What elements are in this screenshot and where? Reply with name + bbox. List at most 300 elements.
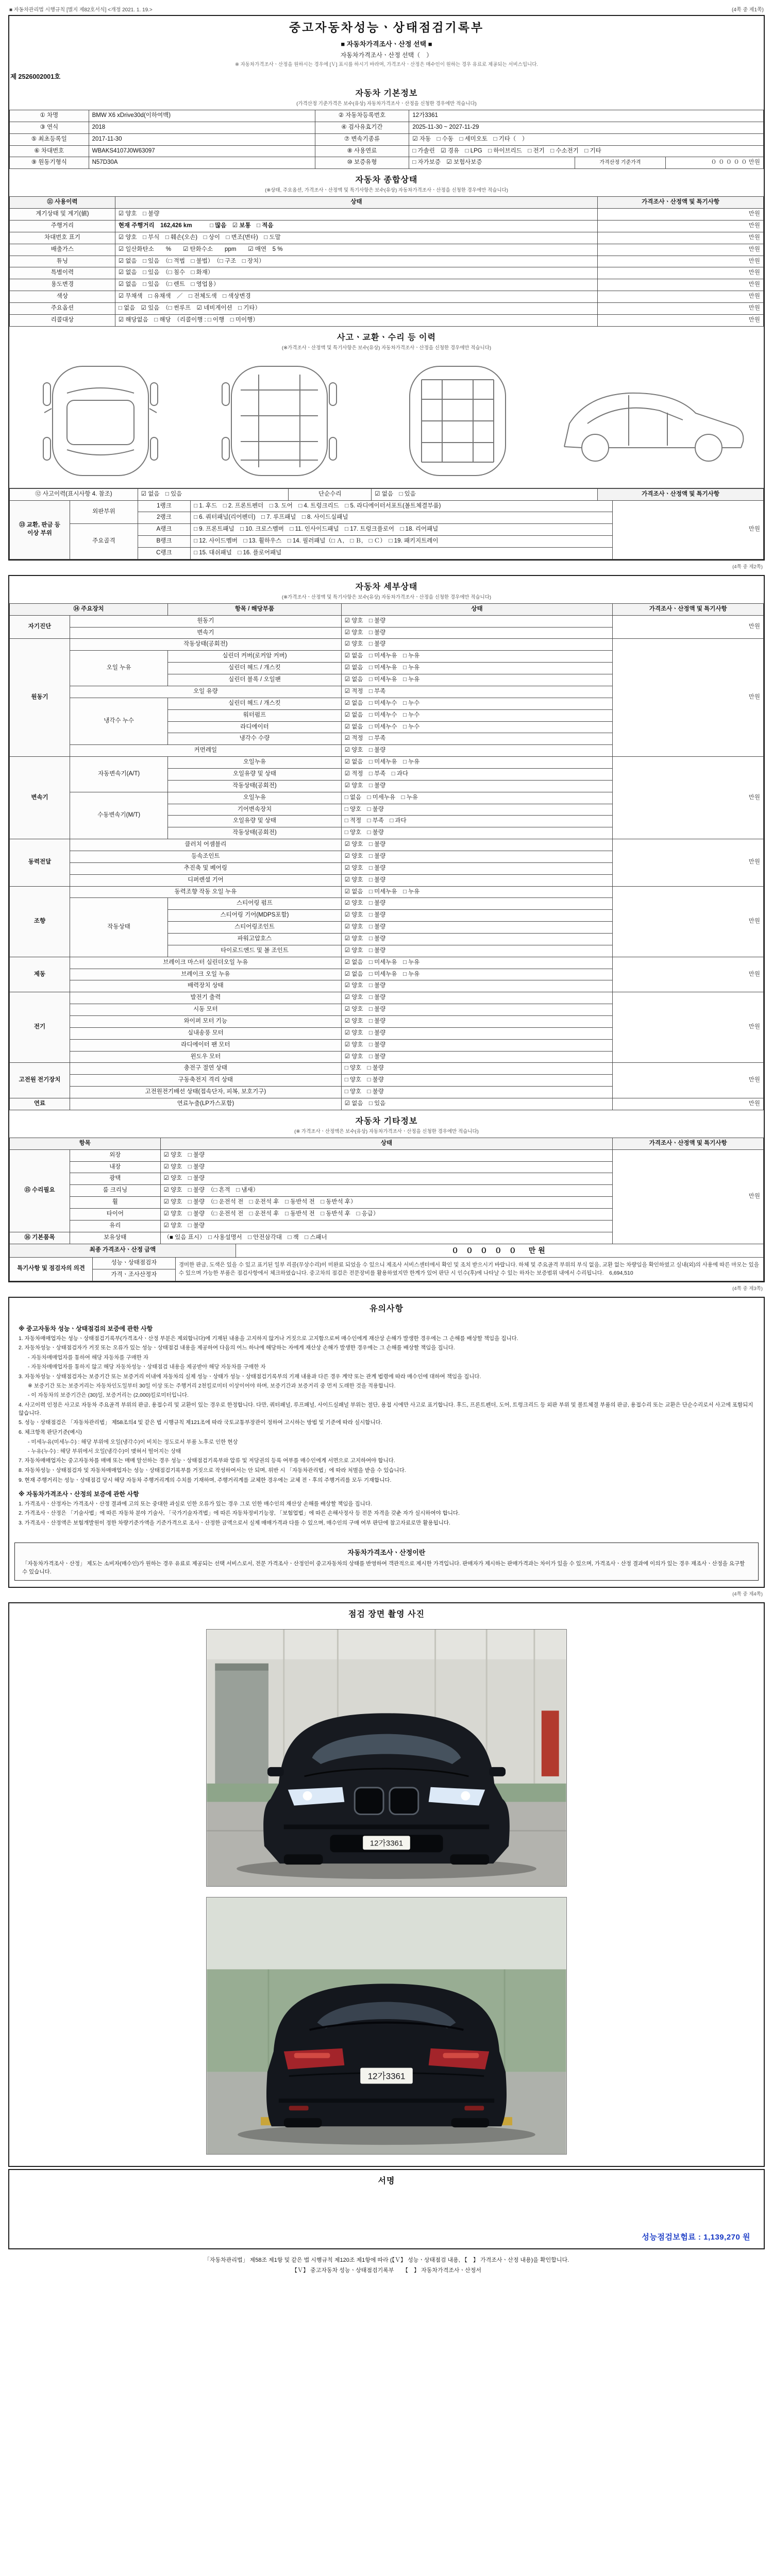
cell: 자기진단 (10, 615, 70, 639)
field-label: 와이퍼 모터 기능 (70, 1015, 342, 1027)
field-label: 작동상태(공회전) (168, 827, 341, 839)
inspection-photo-front (206, 1629, 567, 1887)
premium-value: 1,139,270 원 (703, 2233, 750, 2242)
field-label: 주요골격 (70, 524, 138, 560)
field-label: ④ 검사유효기간 (315, 122, 409, 133)
inspector-notes-table (9, 1257, 764, 1281)
status-checkboxes[interactable]: ☑ 없음 □ 미세누유 □ 누유 (341, 651, 613, 663)
column-header: 가격조사ㆍ산정액 및 특기사항 (598, 197, 764, 209)
notice-line: 3. 가격조사ㆍ산정액은 보험개발원이 정한 차량기준가액을 기준가격으로 조사ㆍ산정한 금액으로서 실제 매매가격과 다를 수 있으며, 매수인의 구매 여부 판단에 참고자료로만 활용됩니다. (19, 1520, 450, 1527)
vehicle-reg-no: 12가3361 (409, 110, 764, 122)
notice-line: 2. 가격조사ㆍ산정은 「기술사법」에 따른 자동차 분야 기술사, 「국가기술자격법」에 따른 자동차정비기능장, 「보험업법」에 따른 손해사정사 등 전문 자격을 갖춘 자가 실시하여야 합니다. (19, 1510, 460, 1517)
vehicle-diagram-top-view (15, 359, 186, 483)
basic-info-subtitle: (가격산정 기준가격은 보수(유상) 자동차가격조사ㆍ산정을 신청한 경우에만 적습니다) (296, 101, 477, 107)
inspection-insurance-premium (642, 2231, 750, 2242)
emission-status[interactable]: ☑ 일산화탄소 % ☑ 탄화수소 ppm ☑ 매연 5 % (115, 244, 597, 256)
front-wheel-right (450, 1855, 490, 1865)
field-label: 오일누유 (168, 757, 341, 769)
notice-line: - 미세누유(미세누수) : 해당 부위에 오일(냉각수)이 비치는 정도로서 부품 노후로 인한 현상 (28, 1438, 238, 1445)
status-checkboxes[interactable]: ☑ 없음 □ 미세누유 □ 누유 (341, 969, 613, 980)
detail-status-subtitle: (※가격조사ㆍ산정액 및 특기사항은 보수(유상) 자동차가격조사ㆍ산정을 신청한 경우에만 적습니다) (281, 594, 492, 600)
field-label: C랭크 (138, 548, 190, 560)
status-checkboxes[interactable]: ☑ 없음 □ 미세누수 □ 누수 (341, 721, 613, 733)
block-signature (8, 2169, 765, 2249)
rear-wheel-left (284, 2119, 322, 2128)
outer-panel-rank1[interactable]: □ 1. 후드 □ 2. 프론트펜더 □ 3. 도어 □ 4. 트렁크리드 □ 5. 라디에이터서포트(볼트체결부품) (191, 500, 613, 512)
status-checkboxes[interactable]: ☑ 양호 □ 불량 (341, 933, 613, 945)
inspection-validity: 2025-11-30 ~ 2027-11-29 (409, 122, 764, 133)
field-label: 차대번호 표기 (10, 232, 115, 244)
status-checkboxes[interactable]: □ 없음 □ 미세누유 □ 누유 (341, 792, 613, 804)
notice-body (9, 1314, 764, 1536)
field-label: 시동 모터 (70, 1004, 342, 1016)
field-label: 수동변속기(M/T) (70, 792, 168, 839)
field-label: 브레이크 마스터 실린더오일 누유 (70, 957, 342, 969)
exchange-panel-label: ⑬ 교환, 판금 등 이상 부위 (10, 500, 70, 559)
field-label: 클러치 어셈블리 (70, 839, 342, 851)
column-header: 상태 (115, 197, 597, 209)
detail-status-table (9, 603, 764, 1110)
final-price-label: 최종 가격조사ㆍ산정 금액 (10, 1244, 236, 1257)
field-label: 타이로드엔드 및 볼 조인트 (168, 945, 341, 957)
field-label: 작동상태(공회전) (168, 780, 341, 792)
status-checkboxes[interactable]: ☑ 없음 □ 미세누유 □ 누유 (341, 757, 613, 769)
field-label: ③ 연식 (10, 122, 89, 133)
notice-line: 8. 자동차성능ㆍ상태점검자 및 자동차매매업자는 성능ㆍ상태점검기록부를 거짓으로 작성하여서는 안 되며, 위반 시 「자동차관리법」에 따라 처벌을 받을 수 있습니다. (19, 1467, 406, 1474)
meter-status[interactable]: ☑ 양호 □ 불량 (115, 209, 597, 221)
definition-title: 자동차가격조사ㆍ산정이란 (347, 1548, 426, 1556)
kidney-grille-left (355, 1788, 383, 1815)
mirror-right (489, 1767, 506, 1776)
price-cell: 만원 (598, 279, 764, 291)
field-label: 실린더 커버(로커암 커버) (168, 651, 341, 663)
tuning-status[interactable]: ☑ 없음 □ 있음 （□ 적법 □ 불법） （□ 구조 □ 장치） (115, 256, 597, 267)
field-label: ① 차명 (10, 110, 89, 122)
inspector-notes-text: 경미한 판금, 도색은 있을 수 있고 표기된 일부 리콜(무상수리)이 미완료 되었을 수 있으니 제조사 서비스센터에서 확인 및 조치 받으시기 바랍니다. 하체 및 주요골격 부위의 부식 없음, 교환 없는 차량임을 확인하였고 실내(외)의 사용에 따른 마모는 있을 수 있으며 가능한 부품은 점검사항에서 체크하였습니다. 중고차의 점검은 전문장비를 활용하였지만 한계가 있어 판단 시 인수(후)에 나타날 수 있는 하자는 보증범위 내에서 수리됩니다. 6,694,510 (175, 1257, 763, 1281)
status-checkboxes[interactable]: ☑ 양호 □ 불량 （□ 운전석 전 □ 운전석 후 □ 동반석 전 □ 동반석 후 □ 응급） (160, 1209, 613, 1221)
field-label: 특별이력 (10, 267, 115, 279)
field-label: ⑫ 사고이력(표시사항 4. 참조) (10, 488, 138, 500)
final-price-table (9, 1244, 764, 1258)
status-checkboxes[interactable]: ☑ 양호 □ 불량 (341, 1004, 613, 1016)
status-checkboxes[interactable]: ☑ 양호 □ 불량 (341, 1051, 613, 1063)
price-cell: 만원 (613, 757, 764, 839)
status-checkboxes[interactable]: ☑ 양호 □ 불량 (341, 945, 613, 957)
price-cell: 만원 (598, 244, 764, 256)
inspection-photo-rear (206, 1897, 567, 2155)
column-header: 가격조사ㆍ산정액 및 특기사항 (613, 1138, 764, 1149)
simple-repair[interactable]: ☑ 없음 □ 있음 (372, 488, 598, 500)
cell: 고전원 전기장치 (10, 1063, 70, 1098)
color-status[interactable]: ☑ 무채색 □ 유채색 ／ □ 전체도색 □ 색상변경 (115, 291, 597, 303)
vin: WBAKS4107J0W63097 (89, 145, 315, 157)
field-label: 리콜대상 (10, 314, 115, 326)
notice-line: - 누유(누수) : 해당 부위에서 오일(냉각수)이 맺혀서 떨어지는 상태 (28, 1448, 181, 1454)
price-cell: 만원 (613, 1098, 764, 1110)
field-label: 디퍼렌셜 기어 (70, 874, 342, 886)
field-label: 연료누출(LP가스포함) (70, 1098, 342, 1110)
frame-rank-a[interactable]: □ 9. 프론트패널 □ 10. 크로스멤버 □ 11. 인사이드패널 □ 17. 트렁크플로어 □ 18. 리어패널 (191, 524, 613, 536)
field-label: 색상 (10, 291, 115, 303)
bumper-line (284, 1825, 489, 1829)
price-cell: 만원 (613, 615, 764, 639)
field-label: 충전구 절연 상태 (70, 1063, 342, 1075)
status-checkboxes[interactable]: ☑ 양호 □ 불량 (341, 980, 613, 992)
field-label: 외장 (70, 1149, 161, 1161)
signature-area[interactable] (9, 2187, 764, 2248)
etc-info-table (9, 1138, 764, 1244)
rear-bumper-line (279, 2099, 494, 2103)
status-checkboxes[interactable]: ☑ 양호 □ 불량 (341, 1027, 613, 1039)
cell: 제동 (10, 957, 70, 992)
price-cell: 만원 (598, 303, 764, 315)
field-label: 실린더 블록 / 오일팬 (168, 674, 341, 686)
rear-plate-text: 12가3361 (367, 2071, 406, 2081)
field-label: 보유상태 (70, 1232, 161, 1244)
status-checkboxes[interactable]: ☑ 없음 □ 있음 (341, 1098, 613, 1110)
field-label: 기어변속장치 (168, 804, 341, 816)
status-checkboxes[interactable]: ☑ 양호 □ 불량 (160, 1220, 613, 1232)
notice-line: 9. 현재 주행거리는 성능ㆍ상태점검 당시 해당 자동차 주행거리계의 수치를 기재하며, 주행거리계를 교체한 경우에는 교체 전ㆍ후의 주행거리를 모두 기재합니다. (19, 1477, 392, 1483)
field-label: 배출가스 (10, 244, 115, 256)
etc-info-subtitle: (※ 가격조사ㆍ산정액은 보수(유상) 자동차가격조사ㆍ산정을 신청한 경우에만 적습니다) (294, 1128, 479, 1134)
transmission-type[interactable]: ☑ 자동 □ 수동 □ 세미오토 □ 기타（ ） (409, 133, 764, 145)
field-label: 실내송풍 모터 (70, 1027, 342, 1039)
signature-title: 서명 (378, 2177, 395, 2186)
status-checkboxes[interactable]: ☑ 양호 □ 불량 （□ 운전석 전 □ 운전석 후 □ 동반석 전 □ 동반석 후） (160, 1197, 613, 1209)
frame-rank-c[interactable]: □ 15. 대쉬패널 □ 16. 플로어패널 (191, 548, 613, 560)
photos-title: 점검 장면 촬영 사진 (348, 1610, 425, 1619)
status-checkboxes[interactable]: ☑ 적정 □ 부족 (341, 733, 613, 745)
status-checkboxes[interactable]: ☑ 양호 □ 불량 (341, 1015, 613, 1027)
status-checkboxes[interactable]: ☑ 양호 □ 불량 (341, 745, 613, 757)
base-price-label: 가격산정 기준가격 (575, 157, 666, 169)
column-header: 가격조사ㆍ산정액 및 특기사항 (613, 603, 764, 615)
price-cell: 만원 (613, 639, 764, 757)
field-label: 오일유량 및 상태 (168, 768, 341, 780)
status-checkboxes[interactable]: ☑ 양호 □ 불량 (160, 1149, 613, 1161)
workshop-door (215, 1664, 268, 1789)
notice-line: 5. 성능ㆍ상태점검은 「자동차관리법」 제58조의4 및 같은 법 시행규칙 제121조에 따라 국토교통부장관이 정하여 고시하는 방법 및 기준에 따라 실시합니다. (19, 1419, 382, 1426)
status-checkboxes[interactable]: ☑ 적정 □ 부족 □ 과다 (341, 768, 613, 780)
model-year: 2018 (89, 122, 315, 133)
block-detail (8, 575, 765, 1282)
notice-line: 3. 자동차성능ㆍ상태점검자는 보증기간 또는 보증거리 이내에 자동차의 실제 성능ㆍ상태가 성능ㆍ상태점검기록부의 기재 내용과 다른 경우 계약 또는 관계 법령에 따라 매수인에 대하여 책임을 집니다. (19, 1373, 481, 1380)
status-checkboxes[interactable]: ☑ 양호 □ 불량 (341, 780, 613, 792)
field-label: 등속조인트 (70, 851, 342, 862)
column-header: 상태 (341, 603, 613, 615)
legal-footer-line2: 【Ｖ】 중고자동차 성능ㆍ상태점검기록부 【 】 자동차가격조사ㆍ산정서 (292, 2267, 481, 2274)
price-select-note: ※ 자동차가격조사ㆍ산정을 원하시는 경우에 [Ｖ] 표시를 하시기 바라며, 가격조사ㆍ산정은 매수인이 원하는 경우 유료로 제공되는 서비스입니다. (234, 62, 539, 67)
notice-section-heading: ※ 자동차가격조사ㆍ산정의 보증에 관한 사항 (19, 1490, 139, 1498)
cell: ⑯ 기본품목 (10, 1232, 70, 1244)
final-price-value: ０ ０ ０ ０ ０ 만원 (236, 1244, 763, 1257)
page-marker-2: (4쪽 중 제2쪽) (732, 564, 763, 570)
special-history-status[interactable]: ☑ 없음 □ 있음 （□ 침수 □ 화재） (115, 267, 597, 279)
field-label: 라디에이터 (168, 721, 341, 733)
notice-line: ※ 보증기간 또는 보증거리는 자동차인도일부터 30일 이상 또는 주행거리 2천킬로미터 이상이어야 하며, 보증기간과 보증거리 중 먼저 도래한 것을 적용합니다. (28, 1383, 396, 1389)
column-header: 항목 (10, 1138, 161, 1149)
notice-line: - 자동차매매업자를 통하지 않고 해당 자동차성능ㆍ상태점검 내용을 제공받아 해당 자동차를 구매한 자 (28, 1363, 266, 1370)
price-cell: 만원 (598, 256, 764, 267)
warranty-type[interactable]: □ 자가보증 ☑ 보험사보증 (409, 157, 575, 169)
outer-panel-rank2[interactable]: □ 6. 쿼터패널(리어펜더) □ 7. 루프패널 □ 8. 사이드실패널 (191, 512, 613, 524)
notice-line: 1. 자동차매매업자는 성능ㆍ상태점검기록부(가격조사ㆍ산정 부분은 제외합니다)에 기재된 내용을 고지하지 않거나 거짓으로 고지함으로써 매수인에게 재산상 손해가 발생한 경우에는 그 손해를 배상할 책임을 집니다. (19, 1335, 518, 1342)
cell: 동력전달 (10, 839, 70, 886)
status-checkboxes[interactable]: ☑ 없음 □ 미세누유 □ 누유 (341, 957, 613, 969)
photos-container (9, 1620, 764, 2166)
overall-status-title: 자동차 종합상태 (355, 176, 418, 185)
form-reference-line (8, 4, 765, 15)
basic-info-table (9, 110, 764, 169)
notice-line: - 자동차매매업자를 통하여 해당 자동차를 구매한 자 (28, 1354, 149, 1361)
detail-status-title: 자동차 세부상태 (355, 582, 418, 591)
field-label: 튜닝 (10, 256, 115, 267)
recall-status[interactable]: ☑ 해당없음 □ 해당 （리콜이행 : □ 이행 □ 미이행） (115, 314, 597, 326)
field-label: B랭크 (138, 536, 190, 548)
notice-line: 6. 체크항목 판단기준(예시) (19, 1429, 82, 1436)
price-cell: 만원 (598, 291, 764, 303)
field-label: 구동축전지 격리 상태 (70, 1075, 342, 1087)
column-header: ⑭ 주요장치 (10, 603, 168, 615)
vehicle-name: BMW X6 xDrive30d(이하여백) (89, 110, 315, 122)
field-label: 작동상태 (70, 898, 168, 957)
status-checkboxes[interactable]: ☑ 양호 □ 불량 (341, 627, 613, 639)
legal-footer-line1: 「자동차관리법」 제58조 제1항 및 같은 법 시행규칙 제120조 제1항에 따라 (【Ｖ】 성능ㆍ상태점검 내용, 【 】 가격조사ㆍ산정 내용)을 확인합니다. (204, 2257, 569, 2264)
cell: 원동기 (10, 639, 70, 757)
cell: 변속기 (10, 757, 70, 839)
accident-history[interactable]: ☑ 없음 □ 있음 (138, 488, 289, 500)
field-label: 광택 (70, 1173, 161, 1185)
definition-text: 「자동차가격조사ㆍ산정」 제도는 소비자(매수인)가 원하는 경우 유료로 제공되는 선택 서비스로서, 전문 가격조사ㆍ산정인이 중고자동차의 상태를 반영하여 객관적으로 제시한 가격입니다. 판매자가 제시하는 판매가격과는 차이가 있을 수 있으며, 가격조사ㆍ산정 결과에 이의가 있는 경우 재조사ㆍ산정을 요구할 수 있습니다. (22, 1560, 745, 1575)
status-checkboxes[interactable]: ☑ 적정 □ 부족 (341, 686, 613, 698)
basic-info-title: 자동차 기본정보 (355, 89, 418, 98)
vehicle-diagram-side-view (551, 359, 758, 483)
status-checkboxes[interactable]: □ 적정 □ 부족 □ 과다 (341, 816, 613, 827)
field-label: 냉각수 누수 (70, 698, 168, 744)
field-label: ⑥ 차대번호 (10, 145, 89, 157)
status-checkboxes[interactable]: ☑ 양호 □ 불량 (160, 1173, 613, 1185)
field-label: 유리 (70, 1220, 161, 1232)
field-label: 자동변속기(A/T) (70, 757, 168, 792)
field-label: 동력조향 작동 오일 누유 (70, 886, 342, 898)
status-checkboxes[interactable]: □ 양호 □ 불량 (341, 1063, 613, 1075)
field-label: 윈도우 모터 (70, 1051, 342, 1063)
field-label: 스티어링 기어(MDPS포함) (168, 910, 341, 922)
price-cell: 만원 (598, 209, 764, 221)
block-notice (8, 1297, 765, 1588)
field-label: 변속기 (70, 627, 342, 639)
field-label: 작동상태(공회전) (70, 639, 342, 651)
premium-label: 성능점검보험료 : (642, 2233, 701, 2242)
field-label: 외판부위 (70, 500, 138, 524)
field-label: 용도변경 (10, 279, 115, 291)
legal-footer (8, 2256, 765, 2276)
field-label: 원동기 (70, 615, 342, 627)
field-label: 휠 (70, 1197, 161, 1209)
price-cell: 만원 (598, 314, 764, 326)
status-checkboxes[interactable]: ☑ 없음 □ 미세누수 □ 누수 (341, 698, 613, 709)
price-cell: 만원 (613, 500, 764, 559)
fire-extinguisher-cabinet (542, 1711, 559, 1776)
status-checkboxes[interactable]: ☑ 양호 □ 불량 (341, 992, 613, 1004)
mileage-status[interactable]: 현재 주행거리 162,426 km □ 많음 ☑ 보통 □ 적음 (115, 221, 597, 232)
field-label: 고전원전기배선 상태(접속단자, 피복, 보호기구) (70, 1087, 342, 1098)
price-cell: 만원 (613, 1149, 764, 1244)
field-label: 워터펌프 (168, 709, 341, 721)
field-label: 계기상태 및 계기(値) (10, 209, 115, 221)
price-select-checkbox[interactable]: 자동차가격조사ㆍ산정 선택（ ） (340, 52, 433, 59)
status-checkboxes[interactable]: □ 양호 □ 불량 (341, 1075, 613, 1087)
field-label: 오일 유량 (70, 686, 342, 698)
status-checkboxes[interactable]: ☑ 양호 □ 불량 (341, 922, 613, 934)
cell: 전기 (10, 992, 70, 1063)
status-checkboxes[interactable]: ☑ 양호 □ 불량 (341, 839, 613, 851)
price-cell: 만원 (598, 232, 764, 244)
page-marker-4: (4쪽 중 제4쪽) (732, 1591, 763, 1598)
rear-wheel-right (451, 2119, 489, 2128)
field-label: 주요옵션 (10, 303, 115, 315)
field-label: ⑨ 원동기형식 (10, 157, 89, 169)
inspector-notes-label: 특기사항 및 점검자의 의견 (10, 1257, 93, 1281)
field-label: 라디에이터 팬 모터 (70, 1039, 342, 1051)
inspector-role-label: 성능ㆍ상태점검자 (92, 1257, 175, 1269)
front-wheel-left (284, 1855, 323, 1865)
car-shadow-rear (238, 2125, 535, 2145)
field-label: 발전기 출력 (70, 992, 342, 1004)
cell: ⑮ 수리필요 (10, 1149, 70, 1232)
accident-history-table (9, 488, 764, 501)
price-select-title: ■ 자동차가격조사ㆍ산정 선택 ■ (341, 40, 432, 48)
mirror-left (267, 1767, 284, 1776)
price-cell: 만원 (598, 267, 764, 279)
etc-info-title: 자동차 기타정보 (355, 1116, 418, 1126)
vehicle-diagram-frame (373, 359, 543, 483)
status-checkboxes[interactable]: ☑ 양호 □ 불량 (341, 615, 613, 627)
fuel-type[interactable]: □ 가솔린 ☑ 경유 □ LPG □ 하이브리드 □ 전기 □ 수소전기 □ 기타 (409, 145, 764, 157)
field-label: 오일누유 (168, 792, 341, 804)
frame-rank-b[interactable]: □ 12. 사이드멤버 □ 13. 휠하우스 □ 14. 필러패널（□ Ａ, □ Ｂ, □ Ｃ） □ 19. 패키지트레이 (191, 536, 613, 548)
field-label: 단순수리 (289, 488, 372, 500)
status-checkboxes[interactable]: ☑ 양호 □ 불량 (341, 898, 613, 910)
exchange-panel-table (9, 500, 764, 560)
price-cell: 만원 (613, 1063, 764, 1098)
field-label: 스티어링 펌프 (168, 898, 341, 910)
status-checkboxes[interactable]: ☑ 양호 □ 불량 （□ 흔적 □ 냄새） (160, 1185, 613, 1197)
status-checkboxes[interactable]: ☑ 양호 □ 불량 (341, 910, 613, 922)
price-cell: 만원 (613, 957, 764, 992)
status-checkboxes[interactable]: ☑ 양호 □ 불량 (341, 862, 613, 874)
status-checkboxes[interactable]: ☑ 양호 □ 불량 (341, 851, 613, 862)
accident-history-subtitle: (※가격조사ㆍ산정액 및 특기사항은 보수(유상) 자동차가격조사ㆍ산정을 신청한 경우에만 적습니다) (281, 345, 492, 351)
notice-line: 7. 자동차매매업자는 중고자동차를 매매 또는 매매 알선하는 경우 성능ㆍ상태점검기록부와 압류 및 저당권의 등록 여부를 매수인에게 서면으로 고지하여야 합니다. (19, 1458, 395, 1464)
field-label: 1랭크 (138, 500, 190, 512)
status-checkboxes[interactable]: ☑ 양호 □ 불량 (160, 1161, 613, 1173)
reflector-left (289, 2106, 309, 2111)
field-label: 냉각수 수량 (168, 733, 341, 745)
overall-status-subtitle: (※상태, 주요옵션, 가격조사ㆍ산정액 및 특기사항은 보수(유상) 자동차가격조사ㆍ산정을 신청한 경우에만 적습니다) (265, 188, 508, 194)
appraiser-role-label: 가격ㆍ조사산정자 (92, 1269, 175, 1281)
price-appraisal-definition-box (14, 1543, 759, 1581)
notice-section-heading: ※ 중고자동차 성능ㆍ상태점검의 보증에 관한 사항 (19, 1325, 153, 1332)
status-checkboxes[interactable]: ☑ 양호 □ 불량 (341, 874, 613, 886)
field-label: 스티어링조인트 (168, 922, 341, 934)
status-checkboxes[interactable]: ☑ 양호 □ 불량 (341, 639, 613, 651)
field-label: ⑤ 최초등록일 (10, 133, 89, 145)
field-label: 2랭크 (138, 512, 190, 524)
accident-history-title: 사고ㆍ교환ㆍ수리 등 이력 (337, 333, 436, 342)
status-checkboxes[interactable]: □ 양호 □ 불량 (341, 1087, 613, 1098)
price-cell: 만원 (613, 886, 764, 957)
cell: 연료 (10, 1098, 70, 1110)
field-label: 타이어 (70, 1209, 161, 1221)
field-label: 브레이크 오일 누유 (70, 969, 342, 980)
price-cell: 만원 (613, 992, 764, 1063)
document-title: 중고자동차성능ㆍ상태점검기록부 (289, 21, 484, 34)
notice-line: 4. 사고이력 인정은 사고로 자동차 주요골격 부위의 판금, 용접수리 및 교환이 있는 경우로 한정합니다. 다만, 쿼터패널, 루프패널, 사이드실패널 부위는 절단, 용접 시에만 사고로 표기합니다. 후드, 프론트펜더, 도어, 트렁크리드 등 외판 부위 및 볼트체결 부품의 판금, 용접수리 또는 교환은 단순수리로서 사고에 포함되지 않습니다. (19, 1401, 753, 1416)
status-checkboxes[interactable]: ☑ 없음 □ 미세누유 □ 누유 (341, 674, 613, 686)
field-label: 커먼레일 (70, 745, 342, 757)
field-label: A랭크 (138, 524, 190, 536)
overall-status-table (9, 196, 764, 326)
field-label: 추진축 및 베어링 (70, 862, 342, 874)
price-cell: 만원 (598, 221, 764, 232)
column-header: 항목 / 해당부품 (168, 603, 341, 615)
notice-line: 1. 가격조사ㆍ산정자는 가격조사ㆍ산정 결과에 고의 또는 중대한 과실로 인한 오류가 있는 경우 그로 인한 매수인의 재산상 손해를 배상할 책임을 집니다. (19, 1500, 372, 1507)
option-status[interactable]: □ 없음 ☑ 있음 （□ 썬루프 ☑ 네비게이션 □ 기타） (115, 303, 597, 315)
status-checkboxes[interactable]: □ 양호 □ 불량 (341, 804, 613, 816)
page-marker-1: (4쪽 중 제1쪽) (732, 7, 764, 13)
notice-line: - 이 자동차의 보증기간은 (30)일, 보증거리는 (2,000)킬로미터입니다. (28, 1392, 189, 1399)
column-header: 상태 (160, 1138, 613, 1149)
notice-title: 유의사항 (369, 1304, 404, 1313)
vehicle-diagram-strip (9, 354, 764, 488)
status-checkboxes[interactable]: ☑ 없음 □ 미세누유 □ 누유 (341, 886, 613, 898)
field-label: 룸 크리닝 (70, 1185, 161, 1197)
field-label: 실린더 헤드 / 개스킷 (168, 698, 341, 709)
page-marker-3: (4쪽 중 제3쪽) (732, 1285, 763, 1292)
block-main-info (8, 15, 765, 561)
field-label: ⑧ 사용연료 (315, 145, 409, 157)
field-label: ② 자동차등록번호 (315, 110, 409, 122)
vehicle-diagram-underbody (194, 359, 364, 483)
column-header: 가격조사ㆍ산정액 및 특기사항 (598, 488, 764, 500)
notice-line: 2. 자동차성능ㆍ상태점검자가 거짓 또는 오류가 있는 성능ㆍ상태점검 내용을 제공하여 다음의 어느 하나에 해당하는 자에게 재산상 손해가 발생한 경우에는 그 손해를 배상할 책임을 집니다. (19, 1345, 455, 1351)
status-checkboxes[interactable]: ☑ 없음 □ 미세누수 □ 누수 (341, 709, 613, 721)
vin-marking-status[interactable]: ☑ 양호 □ 부식 □ 훼손(오손) □ 상이 □ 변조(변타) □ 도말 (115, 232, 597, 244)
status-checkboxes[interactable]: □ 양호 □ 불량 (341, 827, 613, 839)
column-header: ⑪ 사용이력 (10, 197, 115, 209)
status-checkboxes[interactable]: ☑ 없음 □ 미세누유 □ 누유 (341, 663, 613, 674)
status-checkboxes[interactable]: ☑ 양호 □ 불량 (341, 1039, 613, 1051)
engine-type: N57D30A (89, 157, 315, 169)
kidney-grille-right (390, 1788, 418, 1815)
first-registration-date: 2017-11-30 (89, 133, 315, 145)
document-number: 제 2526002001호 (10, 73, 61, 80)
reflector-right (464, 2106, 484, 2111)
field-label: 파워고압호스 (168, 933, 341, 945)
field-label: 오일 누유 (70, 651, 168, 686)
field-label: ⑩ 보증유형 (315, 157, 409, 169)
field-label: 실린더 헤드 / 개스킷 (168, 663, 341, 674)
field-label: 오일유량 및 상태 (168, 816, 341, 827)
block-photos (8, 1602, 765, 2167)
status-checkboxes[interactable]: （■ 있음 표시） □ 사용설명서 □ 안전삼각대 □ 잭 □ 스패너 (160, 1232, 613, 1244)
usage-change-status[interactable]: ☑ 없음 □ 있음 （□ 렌트 □ 영업용） (115, 279, 597, 291)
base-price: ０ ０ ０ ０ ０ 만원 (665, 157, 763, 169)
field-label: 내장 (70, 1161, 161, 1173)
field-label: 주행거리 (10, 221, 115, 232)
